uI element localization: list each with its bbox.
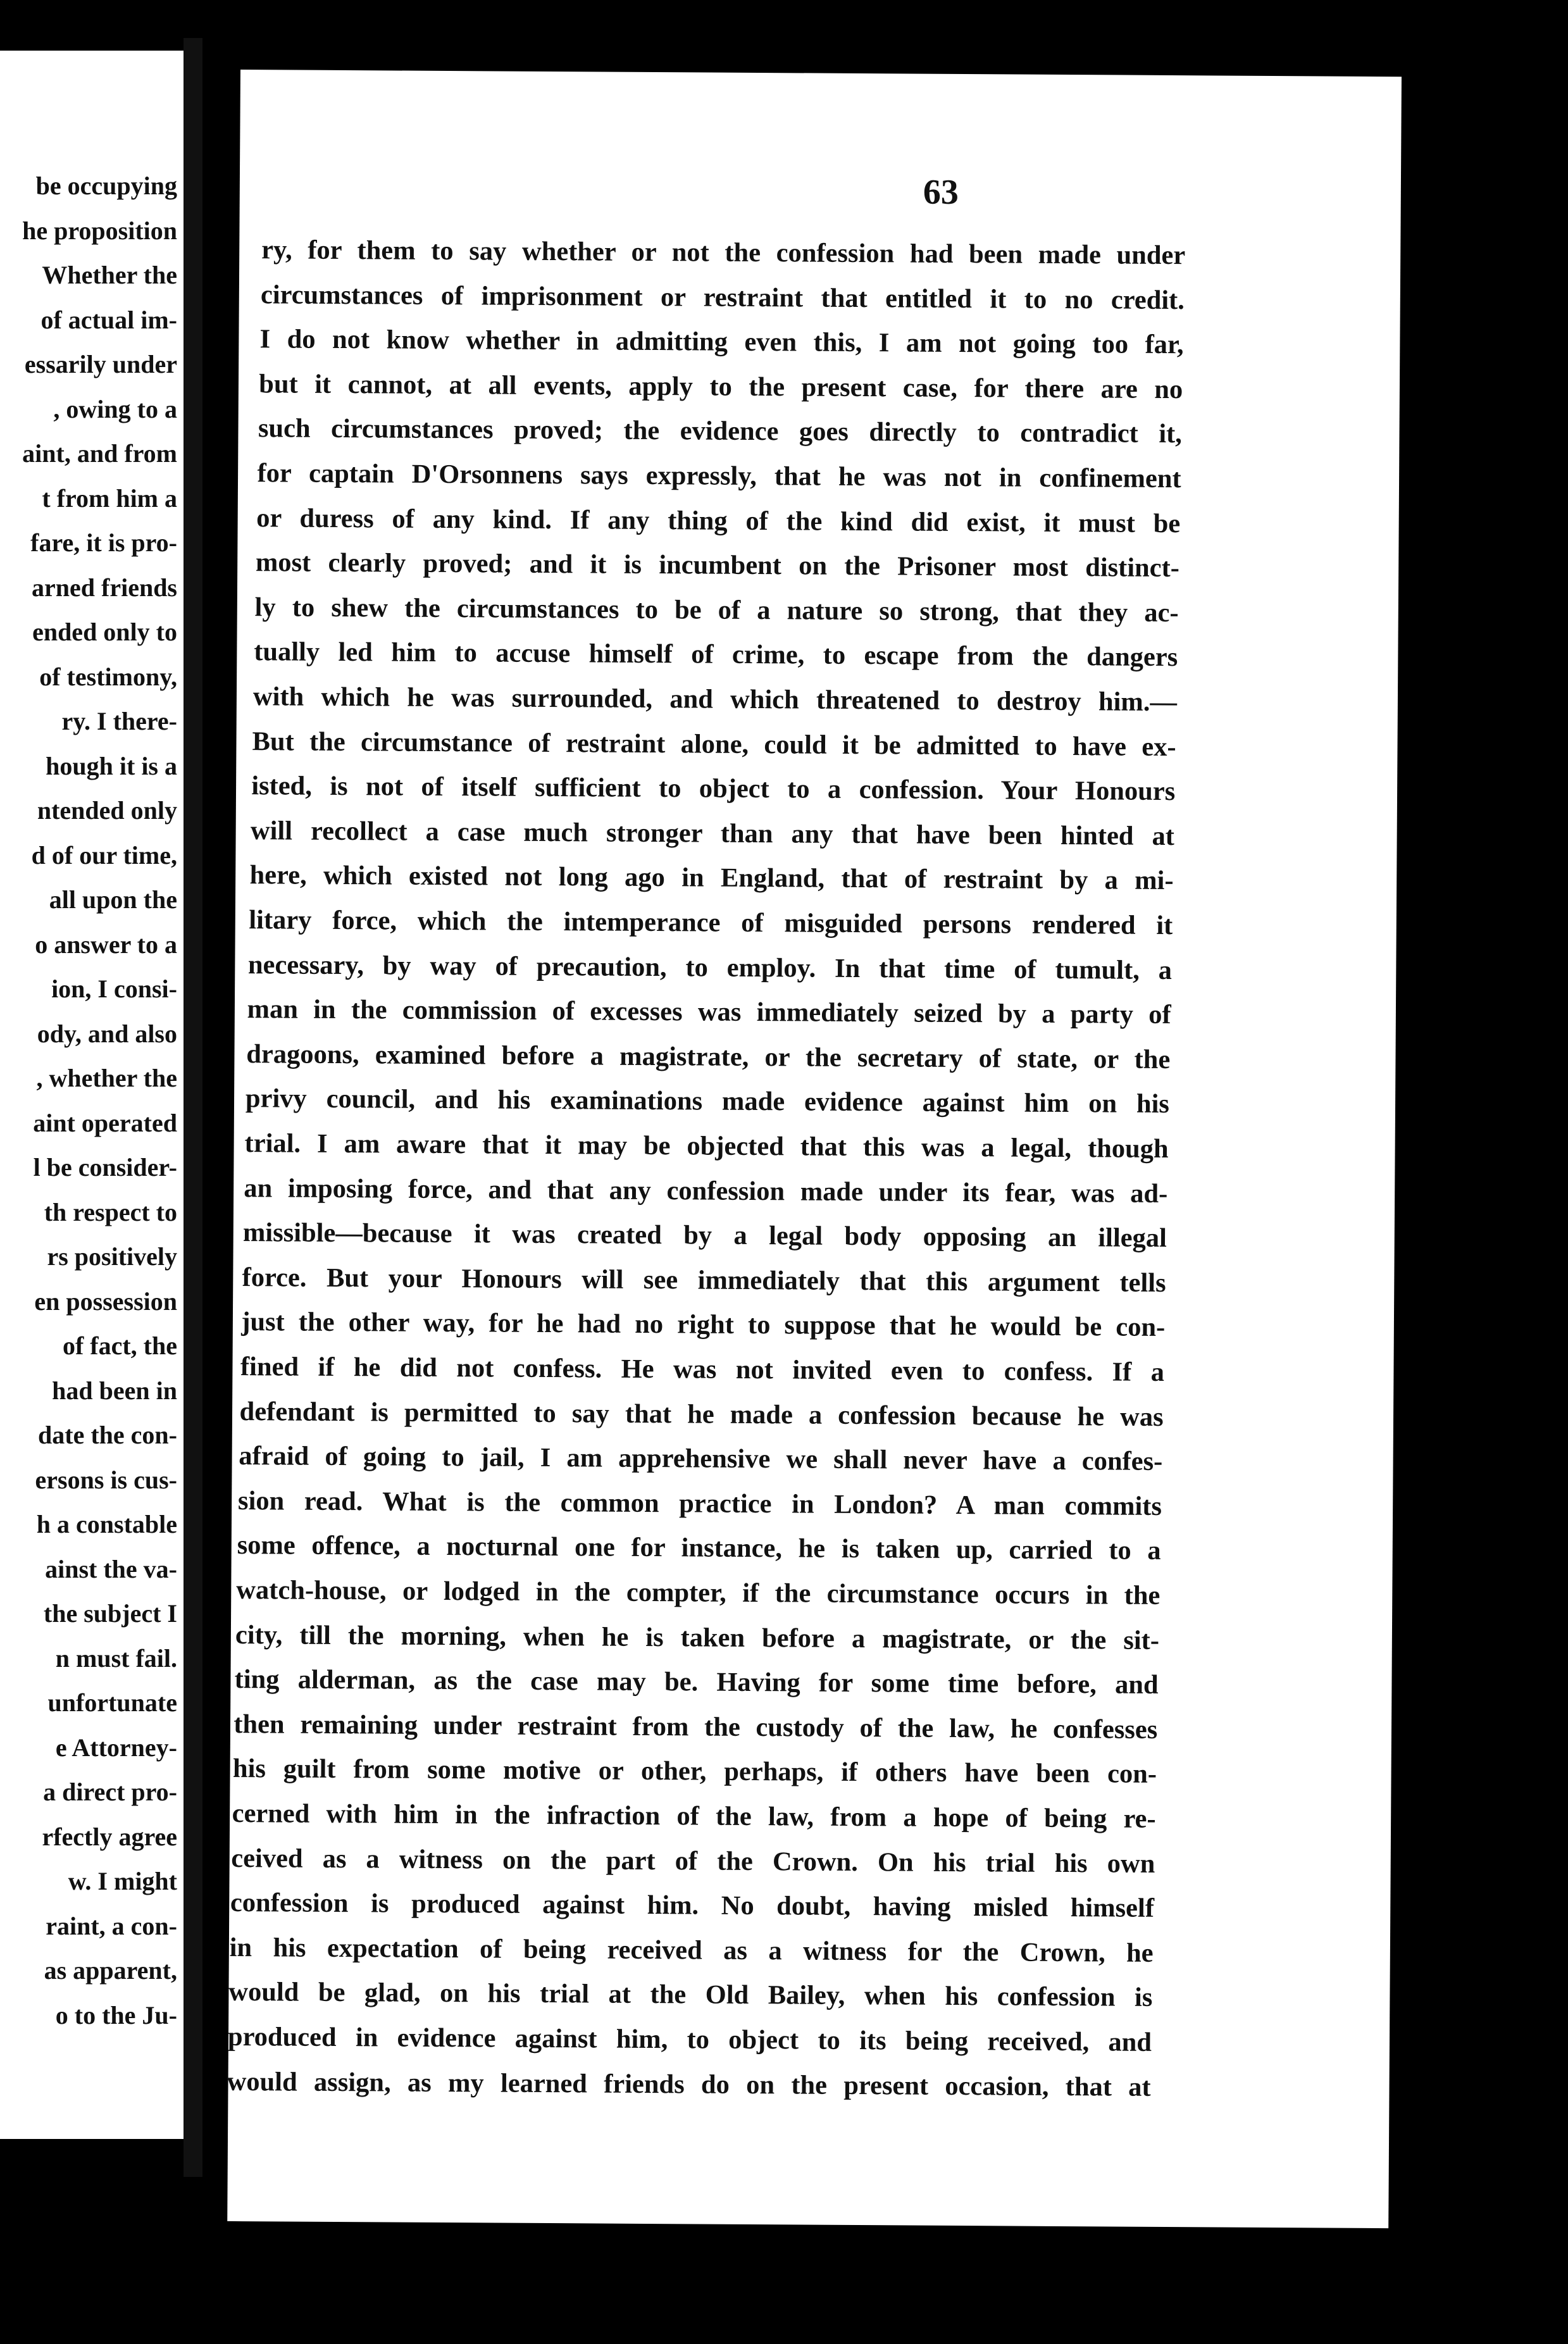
text-line: afraid of going to jail, I am apprehensive we shall never have a confes- — [239, 1441, 1163, 1477]
text-line: privy council, and his examinations made evidence against him on his — [245, 1083, 1170, 1119]
text-line: most clearly proved; and it is incumbent on the Prisoner most distinct- — [255, 547, 1180, 583]
text-line: sion read. What is the common practice in London? A man commits — [237, 1485, 1162, 1521]
left-page-line: aint operated — [33, 1108, 177, 1137]
left-page-line: he proposition — [22, 216, 177, 245]
text-line: cerned with him in the infraction of the law, from a hope of being re- — [232, 1798, 1156, 1834]
text-line: dragoons, examined before a magistrate, or the secretary of state, or the — [246, 1038, 1171, 1075]
text-line: ting alderman, as the case may be. Having for some time before, and — [234, 1664, 1159, 1700]
left-page-line: fare, it is pro- — [30, 528, 177, 557]
left-page-line: raint, a con- — [46, 1911, 177, 1940]
left-page-line: the subject I — [43, 1599, 177, 1628]
left-page-line: Whether the — [42, 261, 177, 289]
text-line: ceived as a witness on the part of the Crown. On his trial his own — [231, 1843, 1155, 1879]
left-page-line: e Attorney- — [55, 1733, 177, 1762]
text-line: such circumstances proved; the evidence goes directly to contradict it, — [258, 413, 1183, 449]
left-page-line: ntended only — [37, 796, 177, 825]
left-page-line: ended only to — [32, 618, 177, 646]
left-page-line: ainst the va- — [45, 1554, 177, 1583]
left-page-line: hough it is a — [46, 751, 177, 780]
left-page-line: date the con- — [38, 1421, 177, 1449]
text-line: circumstances of imprisonment or restraint that entitled it to no credit. — [260, 279, 1185, 315]
text-line: or duress of any kind. If any thing of the kind did exist, it must be — [256, 502, 1181, 539]
text-line: produced in evidence against him, to object to its being received, and — [227, 2021, 1152, 2057]
text-line: will recollect a case much stronger than any that have been hinted at — [250, 815, 1175, 851]
text-line: just the other way, for he had no right to suppose that he would be con- — [241, 1307, 1166, 1343]
text-line: ry, for them to say whether or not the confession had been made under — [261, 235, 1186, 271]
text-line: trial. I am aware that it may be objected that this was a legal, though — [244, 1128, 1169, 1164]
left-page-line: w. I might — [68, 1867, 177, 1895]
left-page-line: as apparent, — [44, 1956, 177, 1985]
text-line: missible—because it was created by a legal body opposing an illegal — [242, 1218, 1167, 1254]
text-line: then remaining under restraint from the custody of the law, he confesses — [233, 1709, 1158, 1745]
left-page-line: , owing to a — [53, 394, 177, 423]
left-page-line: th respect to — [44, 1197, 177, 1226]
text-line: I do not know whether in admitting even this, I am not going too far, — [259, 324, 1184, 360]
left-page-line: l be consider- — [33, 1153, 177, 1181]
text-line: But the circumstance of restraint alone, could it be admitted to have ex- — [252, 726, 1176, 762]
left-page-line: ersons is cus- — [35, 1465, 177, 1494]
left-page-line: rfectly agree — [42, 1822, 177, 1851]
left-page-line: d of our time, — [31, 840, 177, 870]
scan-background — [1402, 0, 1568, 2344]
left-page-line: ion, I consi- — [51, 975, 177, 1003]
text-line: ly to shew the circumstances to be of a nature so strong, that they ac- — [254, 592, 1179, 628]
book-gutter — [184, 38, 202, 2177]
text-line: litary force, which the intemperance of misguided persons rendered it — [249, 905, 1173, 941]
left-page-line: a direct pro- — [43, 1778, 177, 1806]
left-page-line: h a constable — [36, 1510, 177, 1538]
text-line: watch-house, or lodged in the compter, if the circumstance occurs in the — [236, 1575, 1160, 1611]
left-page-line: of actual im- — [40, 305, 177, 334]
text-line: his guilt from some motive or other, perhaps, if others have been con- — [232, 1754, 1157, 1790]
text-line: isted, is not of itself sufficient to object to a confession. Your Honours — [251, 771, 1176, 807]
left-page-line: be occupying — [35, 171, 177, 200]
left-page-line: of testimony, — [39, 662, 177, 691]
text-line: defendant is permitted to say that he made a confession because he was — [239, 1396, 1164, 1432]
left-page-line: unfortunate — [47, 1688, 177, 1717]
text-line: for captain D'Orsonnens says expressly, that he was not in confinement — [257, 458, 1181, 494]
left-page-line: of fact, the — [62, 1331, 177, 1360]
text-line: necessary, by way of precaution, to employ. In that time of tumult, a — [247, 949, 1173, 985]
main-page — [227, 70, 1402, 2228]
text-line: an imposing force, and that any confession made under its fear, was ad- — [244, 1173, 1168, 1209]
text-line: fined if he did not confess. He was not invited even to confess. If a — [240, 1352, 1165, 1387]
left-page-line: arned friends — [32, 573, 177, 602]
left-page-line: n must fail. — [55, 1643, 177, 1673]
text-line: confession is produced against him. No doubt, having misled himself — [230, 1888, 1155, 1924]
left-page-line: all upon the — [49, 885, 177, 914]
left-page-line: rs positively — [47, 1242, 177, 1271]
left-page-line: o answer to a — [35, 930, 177, 959]
text-line: here, which existed not long ago in England, that of restraint by a mi- — [249, 860, 1174, 896]
left-page-line: aint, and from — [22, 439, 177, 468]
text-line: city, till the morning, when he is taken before a magistrate, or the sit- — [235, 1619, 1160, 1655]
text-line: some offence, a nocturnal one for instance, he is taken up, carried to a — [237, 1530, 1161, 1566]
left-page-line: , whether the — [36, 1064, 177, 1092]
left-page-line: essarily under — [24, 350, 177, 378]
text-line: in his expectation of being received as a witness for the Crown, he — [229, 1932, 1154, 1968]
left-page-line: ody, and also — [37, 1019, 177, 1048]
text-line: would assign, as my learned friends do on the present occasion, that at — [227, 2066, 1151, 2102]
left-page-line: t from him a — [42, 483, 177, 513]
left-page-line: o to the Ju- — [55, 2000, 177, 2029]
text-line: would be glad, on his trial at the Old Bailey, when his confession is — [228, 1977, 1153, 2013]
left-page-line: en possession — [34, 1287, 177, 1316]
page-number: 63 — [923, 172, 959, 212]
left-page-line: ry. I there- — [61, 707, 177, 735]
text-line: man in the commission of excesses was immediately seized by a party of — [247, 994, 1171, 1030]
text-line: but it cannot, at all events, apply to the present case, for there are no — [259, 368, 1183, 404]
text-line: tually led him to accuse himself of crime, to escape from the dangers — [254, 637, 1178, 673]
left-page-line: had been in — [52, 1376, 177, 1405]
left-facing-page — [0, 51, 184, 2139]
text-line: force. But your Honours will see immediately that this argument tells — [242, 1262, 1166, 1298]
text-line: with which he was surrounded, and which threatened to destroy him.— — [252, 682, 1178, 718]
